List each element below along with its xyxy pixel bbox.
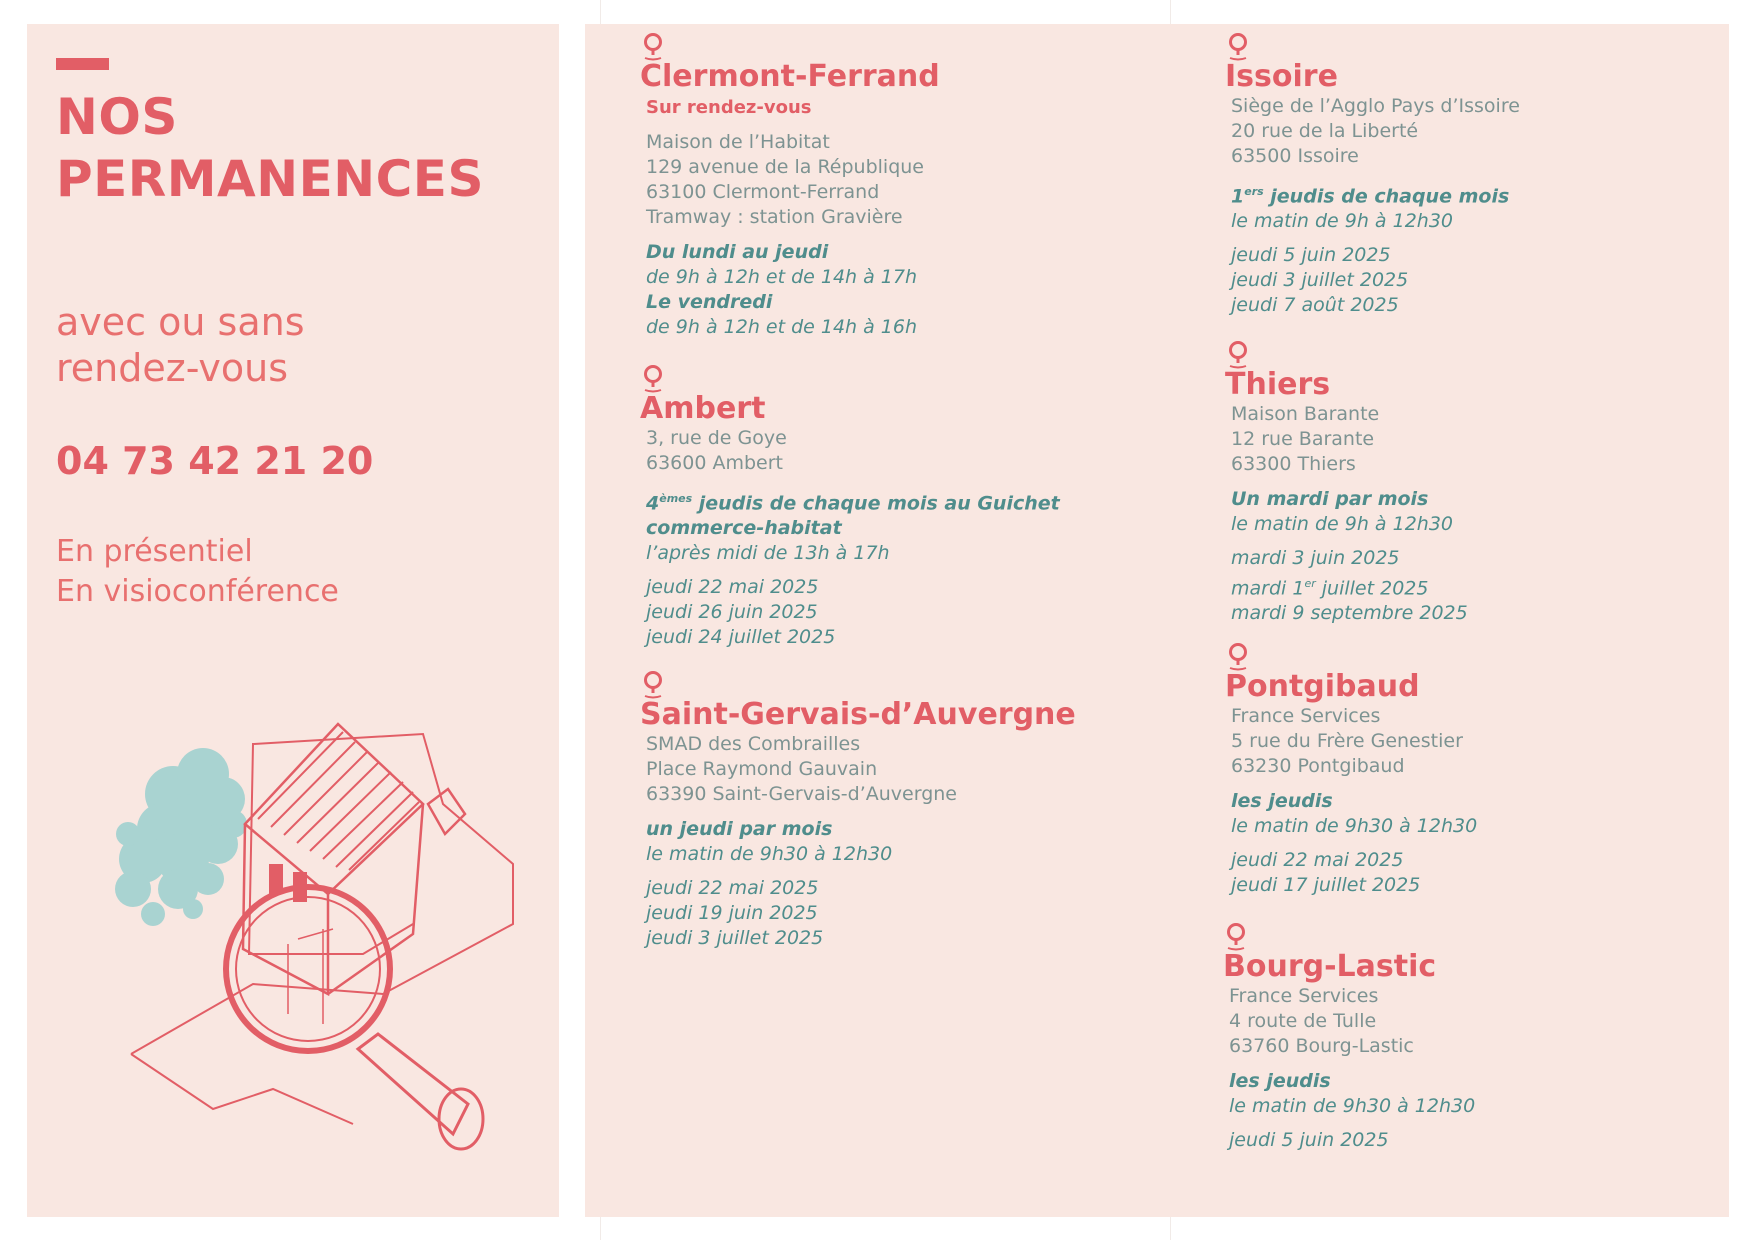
schedule-hours: l’après midi de 13h à 17h [646, 542, 890, 565]
address-line: 63760 Bourg-Lastic [1229, 1035, 1414, 1057]
ordinal-suffix: er [1304, 577, 1316, 590]
location-pin-icon [642, 32, 664, 62]
schedule-hours: le matin de 9h30 à 12h30 [1231, 815, 1478, 837]
tree-icon [115, 748, 247, 926]
date-list [1231, 546, 1468, 626]
date-item: jeudi 3 juillet 2025 [1231, 269, 1409, 292]
location-issoire [1225, 32, 1520, 318]
schedule-hours: le matin de 9h30 à 12h30 [646, 843, 893, 865]
city-name: Pontgibaud [1225, 669, 1420, 704]
appointment-note: Sur rendez-vous [646, 97, 812, 118]
schedule-heading [1231, 179, 1520, 209]
mode-item: En présentiel [56, 534, 253, 569]
schedule [1231, 487, 1468, 537]
schedule-heading: commerce-habitat [646, 517, 842, 540]
date-list [646, 575, 1060, 650]
magnifier-icon [226, 887, 483, 1149]
date-list [1231, 243, 1520, 318]
address-line: 12 rue Barante [1231, 428, 1375, 450]
subtitle [56, 299, 305, 391]
date-text: juillet 2025 [1315, 577, 1429, 600]
address-line: 20 rue de la Liberté [1231, 120, 1419, 142]
address-line: Place Raymond Gauvain [646, 758, 878, 780]
schedule [1229, 1069, 1475, 1119]
address [646, 426, 1060, 476]
date-item: mardi 9 septembre 2025 [1231, 602, 1468, 625]
date-item: jeudi 5 juin 2025 [1229, 1129, 1389, 1151]
schedule-heading-text: jeudis de chaque mois [1263, 185, 1510, 208]
address-line: 4 route de Tulle [1229, 1010, 1377, 1032]
location-pin-icon [642, 670, 664, 700]
address-line: Siège de l’Agglo Pays d’Issoire [1231, 95, 1520, 117]
schedule-hours: le matin de 9h à 12h30 [1231, 210, 1454, 233]
title-line: NOS [56, 88, 178, 146]
location-pin-icon [642, 364, 664, 394]
intro-panel [27, 24, 559, 1217]
schedule [646, 817, 1076, 867]
subtitle-line: rendez-vous [56, 346, 289, 390]
schedule-heading: Du lundi au jeudi [646, 241, 829, 263]
ordinal-number: 1 [1231, 185, 1245, 208]
address-line: 63230 Pontgibaud [1231, 755, 1405, 777]
address-line: Tramway : station Gravière [646, 206, 903, 228]
house-magnifier-illustration [93, 694, 533, 1204]
date-item: jeudi 19 juin 2025 [646, 902, 818, 924]
location-saint-gervais [640, 670, 1076, 951]
address-line: 63390 Saint-Gervais-d’Auvergne [646, 783, 957, 805]
city-name: Saint-Gervais-d’Auvergne [640, 697, 1076, 732]
page-title [56, 86, 484, 210]
date-list [1231, 848, 1477, 898]
schedule-heading: Un mardi par mois [1231, 488, 1429, 510]
address-line: 129 avenue de la République [646, 156, 924, 178]
schedule-heading-text: jeudis de chaque mois au Guichet [692, 492, 1060, 515]
schedule-hours: le matin de 9h30 à 12h30 [1229, 1095, 1476, 1117]
date-list [646, 876, 1076, 951]
schedule-hours: de 9h à 12h et de 14h à 16h [646, 316, 918, 338]
date-item [1231, 571, 1468, 601]
address [1231, 704, 1477, 779]
roof-stripes [258, 732, 419, 870]
schedule-hours: de 9h à 12h et de 14h à 17h [646, 266, 918, 288]
city-name: Clermont-Ferrand [640, 59, 940, 94]
address-line: 63500 Issoire [1231, 145, 1359, 167]
ordinal-suffix: èmes [659, 492, 693, 505]
address-line: SMAD des Combrailles [646, 733, 861, 755]
city-name: Bourg-Lastic [1223, 949, 1437, 984]
schedule-hours: le matin de 9h à 12h30 [1231, 513, 1454, 535]
schedule-heading: un jeudi par mois [646, 818, 833, 840]
address-line: 5 rue du Frère Genestier [1231, 730, 1463, 752]
phone-number[interactable]: 04 73 42 21 20 [56, 439, 374, 483]
schedule [1231, 179, 1520, 234]
location-thiers [1225, 340, 1468, 626]
schedule-heading: les jeudis [1229, 1070, 1331, 1092]
ordinal-number: 4 [646, 492, 660, 515]
location-ambert [640, 364, 1060, 650]
address [1231, 402, 1468, 477]
date-item: jeudi 22 mai 2025 [1231, 849, 1404, 871]
location-clermont [640, 32, 940, 340]
date-list [1229, 1128, 1475, 1153]
location-pin-icon [1227, 32, 1249, 62]
schedule [646, 240, 940, 340]
address-line: 63600 Ambert [646, 452, 783, 474]
address [646, 732, 1076, 807]
date-item: jeudi 22 mai 2025 [646, 877, 819, 899]
schedule [646, 486, 1060, 566]
date-item: jeudi 24 juillet 2025 [646, 626, 836, 649]
date-text: mardi 1 [1231, 577, 1305, 600]
subtitle-line: avec ou sans [56, 300, 305, 344]
date-item: jeudi 17 juillet 2025 [1231, 874, 1421, 896]
date-item: jeudi 26 juin 2025 [646, 601, 818, 624]
city-name: Issoire [1225, 59, 1338, 94]
date-item: jeudi 5 juin 2025 [1231, 244, 1391, 267]
schedule-heading [646, 486, 1060, 516]
schedule-heading: les jeudis [1231, 790, 1333, 812]
city-name: Thiers [1225, 367, 1331, 402]
location-bourg-lastic [1223, 922, 1475, 1153]
schedule-heading: Le vendredi [646, 291, 773, 313]
date-item: jeudi 7 août 2025 [1231, 294, 1399, 317]
address-line: France Services [1231, 705, 1381, 727]
location-pin-icon [1227, 642, 1249, 672]
address-line: 63300 Thiers [1231, 453, 1356, 475]
location-pontgibaud [1225, 642, 1477, 898]
title-line: PERMANENCES [56, 150, 484, 208]
address [1229, 984, 1475, 1059]
address [646, 130, 940, 230]
address-line: Maison de l’Habitat [646, 131, 830, 153]
address-line: 63100 Clermont-Ferrand [646, 181, 880, 203]
location-pin-icon [1227, 340, 1249, 370]
address-line: 3, rue de Goye [646, 427, 787, 449]
ordinal-suffix: ers [1244, 185, 1264, 198]
schedule [1231, 789, 1477, 839]
city-name: Ambert [640, 391, 766, 426]
address-line: France Services [1229, 985, 1379, 1007]
accent-bar [56, 58, 109, 70]
location-pin-icon [1225, 922, 1247, 952]
date-item: mardi 3 juin 2025 [1231, 547, 1400, 569]
address-line: Maison Barante [1231, 403, 1380, 425]
address [1231, 94, 1520, 169]
date-item: jeudi 3 juillet 2025 [646, 927, 824, 949]
mode-item: En visioconférence [56, 574, 339, 609]
date-item: jeudi 22 mai 2025 [646, 576, 819, 599]
consultation-modes [56, 532, 339, 612]
